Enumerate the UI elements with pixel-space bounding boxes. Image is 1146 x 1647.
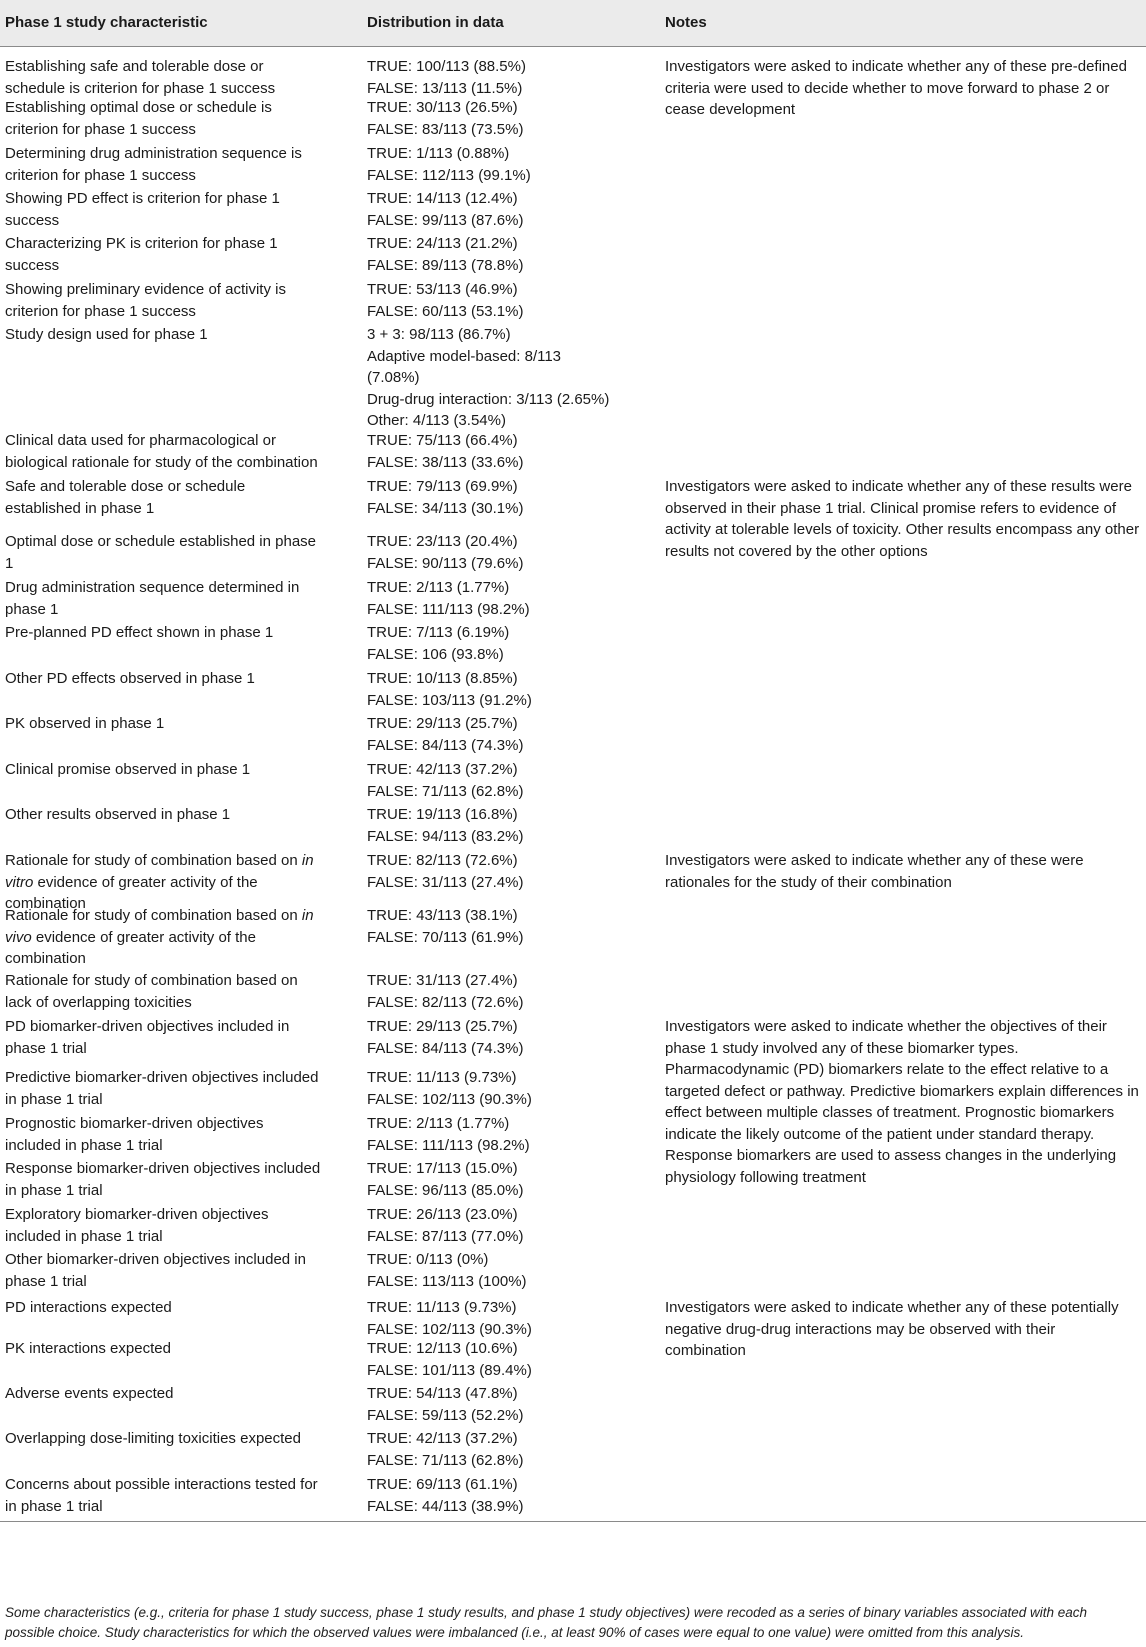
distribution-line: FALSE: 71/113 (62.8%) [367, 1451, 524, 1469]
distribution-line: TRUE: 11/113 (9.73%) [367, 1069, 517, 1086]
characteristic-cell [5, 1383, 350, 1405]
distribution-cell [367, 577, 652, 620]
notes-cell [665, 1016, 1143, 1188]
characteristic-line: lack of overlapping toxicities [5, 993, 192, 1011]
distribution-cell [367, 1474, 652, 1517]
distribution-line: TRUE: 43/113 (38.1%) [367, 907, 518, 924]
notes-line: criteria were used to decide whether to move forward to phase 2 or [665, 79, 1110, 97]
distribution-cell [367, 1158, 652, 1201]
distribution-line: TRUE: 23/113 (20.4%) [367, 533, 518, 550]
notes-line: effect between multiple classes of treatment. Prognostic biomarkers [665, 1104, 1115, 1121]
characteristic-line: combination [5, 895, 86, 912]
notes-line: targeted defect or pathway. Predictive biomarkers explain differences in [665, 1082, 1139, 1100]
notes-line: cease development [665, 101, 796, 118]
distribution-line: Drug-drug interaction: 3/113 (2.65%) [367, 390, 610, 408]
characteristic-line: in phase 1 trial [5, 1181, 103, 1199]
characteristic-line: Adverse events expected [5, 1385, 174, 1402]
characteristic-cell [5, 1249, 350, 1292]
characteristic-line: success [5, 256, 60, 274]
distribution-cell [367, 56, 652, 99]
distribution-cell [367, 233, 652, 276]
distribution-line: FALSE: 70/113 (61.9%) [367, 928, 524, 946]
characteristic-cell [5, 1113, 350, 1156]
characteristic-cell [5, 1204, 350, 1247]
characteristic-line: PK interactions expected [5, 1340, 171, 1357]
distribution-line: FALSE: 34/113 (30.1%) [367, 499, 524, 517]
characteristic-line: vivo evidence of greater activity of the [5, 928, 256, 946]
distribution-line: FALSE: 102/113 (90.3%) [367, 1090, 532, 1108]
distribution-line: FALSE: 111/113 (98.2%) [367, 1136, 530, 1154]
distribution-cell [367, 850, 652, 893]
footnote-line: Some characteristics (e.g., criteria for phase 1 study success, phase 1 study results, and phase 1 study objectives) were recoded as a series of binary variables associated with each [5, 1605, 1088, 1620]
characteristic-line: Other results observed in phase 1 [5, 806, 231, 823]
characteristic-cell [5, 759, 350, 781]
distribution-cell [367, 143, 652, 186]
distribution-cell [367, 1338, 652, 1381]
distribution-line: FALSE: 82/113 (72.6%) [367, 993, 524, 1011]
characteristic-cell [5, 56, 350, 99]
distribution-line: TRUE: 53/113 (46.9%) [367, 281, 518, 298]
header-characteristic: Phase 1 study characteristic [5, 14, 208, 31]
characteristic-cell [5, 279, 350, 322]
distribution-cell [367, 713, 652, 756]
notes-line: Investigators were asked to indicate whether any of these results were [665, 478, 1132, 495]
header-notes: Notes [665, 14, 707, 31]
distribution-line: FALSE: 87/113 (77.0%) [367, 1227, 524, 1245]
notes-line: Pharmacodynamic (PD) biomarkers relate to the effect relative to a [665, 1061, 1109, 1078]
distribution-line: TRUE: 7/113 (6.19%) [367, 624, 510, 641]
distribution-line: Other: 4/113 (3.54%) [367, 412, 506, 429]
characteristic-cell [5, 531, 350, 574]
characteristic-cell [5, 1297, 350, 1319]
characteristic-line: in phase 1 trial [5, 1497, 103, 1515]
characteristic-cell [5, 97, 350, 140]
distribution-line: TRUE: 24/113 (21.2%) [367, 235, 518, 252]
notes-line: combination [665, 1342, 746, 1359]
characteristic-line: phase 1 trial [5, 1272, 87, 1290]
distribution-line: TRUE: 0/113 (0%) [367, 1251, 489, 1268]
distribution-line: TRUE: 42/113 (37.2%) [367, 1430, 518, 1447]
notes-line: physiology following treatment [665, 1168, 866, 1186]
characteristic-line: Response biomarker-driven objectives included [5, 1160, 321, 1177]
distribution-line: TRUE: 11/113 (9.73%) [367, 1299, 517, 1316]
notes-line: phase 1 study involved any of these biomarker types. [665, 1039, 1019, 1057]
characteristic-line: biological rationale for study of the combination [5, 453, 318, 471]
distribution-line: FALSE: 94/113 (83.2%) [367, 827, 524, 845]
characteristic-line: criterion for phase 1 success [5, 302, 196, 320]
characteristic-line: in phase 1 trial [5, 1090, 103, 1108]
distribution-line: TRUE: 30/113 (26.5%) [367, 99, 518, 116]
characteristic-cell [5, 1016, 350, 1059]
characteristic-line: Safe and tolerable dose or schedule [5, 478, 246, 495]
distribution-cell [367, 1204, 652, 1247]
header-distribution: Distribution in data [367, 14, 504, 31]
distribution-line: FALSE: 89/113 (78.8%) [367, 256, 524, 274]
distribution-line: TRUE: 29/113 (25.7%) [367, 1018, 518, 1035]
characteristic-line: 1 [5, 554, 14, 572]
notes-line: Response biomarkers are used to assess changes in the underlying [665, 1147, 1117, 1164]
notes-line: Investigators were asked to indicate whether any of these were [665, 852, 1084, 869]
distribution-line: FALSE: 113/113 (100%) [367, 1272, 527, 1290]
distribution-line: TRUE: 12/113 (10.6%) [367, 1340, 518, 1357]
characteristic-line: phase 1 trial [5, 1039, 87, 1057]
distribution-line: TRUE: 75/113 (66.4%) [367, 432, 518, 449]
distribution-cell [367, 188, 652, 231]
distribution-line: FALSE: 84/113 (74.3%) [367, 736, 524, 754]
distribution-line: FALSE: 83/113 (73.5%) [367, 120, 524, 138]
distribution-line: TRUE: 100/113 (88.5%) [367, 58, 526, 75]
characteristic-cell [5, 1428, 350, 1450]
distribution-cell [367, 622, 652, 665]
distribution-line: TRUE: 2/113 (1.77%) [367, 579, 510, 596]
distribution-cell [367, 1067, 652, 1110]
characteristic-line: Rationale for study of combination based on [5, 972, 298, 989]
distribution-line: FALSE: 102/113 (90.3%) [367, 1320, 532, 1338]
distribution-line: TRUE: 42/113 (37.2%) [367, 761, 518, 778]
distribution-line: TRUE: 79/113 (69.9%) [367, 478, 518, 495]
characteristic-line: success [5, 211, 60, 229]
distribution-line: TRUE: 69/113 (61.1%) [367, 1476, 518, 1493]
distribution-cell [367, 279, 652, 322]
distribution-cell [367, 905, 652, 948]
characteristic-cell [5, 713, 350, 735]
distribution-cell [367, 1428, 652, 1471]
characteristic-line: combination [5, 950, 86, 967]
distribution-cell [367, 1016, 652, 1059]
characteristic-cell [5, 622, 350, 644]
distribution-line: FALSE: 103/113 (91.2%) [367, 691, 532, 709]
characteristic-cell [5, 1338, 350, 1360]
notes-cell [665, 850, 1143, 893]
distribution-cell [367, 324, 652, 432]
notes-line: rationales for the study of their combination [665, 873, 952, 891]
distribution-line: Adaptive model-based: 8/113 [367, 347, 562, 365]
distribution-line: FALSE: 111/113 (98.2%) [367, 600, 530, 618]
notes-line: Investigators were asked to indicate whether any of these pre-defined [665, 58, 1127, 75]
distribution-line: FALSE: 84/113 (74.3%) [367, 1039, 524, 1057]
italic-word: in [301, 907, 314, 924]
characteristic-cell [5, 668, 350, 690]
distribution-cell [367, 97, 652, 140]
characteristic-line: Clinical data used for pharmacological or [5, 432, 276, 449]
distribution-cell [367, 1113, 652, 1156]
characteristic-cell [5, 324, 350, 346]
characteristic-cell [5, 804, 350, 826]
distribution-cell [367, 970, 652, 1013]
italic-word: in [301, 852, 314, 869]
distribution-line: TRUE: 10/113 (8.85%) [367, 670, 518, 687]
distribution-line: TRUE: 2/113 (1.77%) [367, 1115, 510, 1132]
distribution-line: FALSE: 71/113 (62.8%) [367, 782, 524, 800]
characteristic-line: PD interactions expected [5, 1299, 172, 1316]
characteristic-cell [5, 1474, 350, 1517]
table-bottom-rule [0, 1521, 1146, 1522]
characteristic-cell [5, 905, 350, 970]
characteristic-line: criterion for phase 1 success [5, 166, 196, 184]
distribution-line: TRUE: 19/113 (16.8%) [367, 806, 518, 823]
characteristic-line: vitro evidence of greater activity of the [5, 873, 258, 891]
characteristic-line: Study design used for phase 1 [5, 326, 208, 343]
characteristic-line: Establishing safe and tolerable dose or [5, 58, 264, 75]
distribution-line: TRUE: 31/113 (27.4%) [367, 972, 518, 989]
characteristic-line: Characterizing PK is criterion for phase 1 [5, 235, 278, 252]
distribution-cell [367, 1383, 652, 1426]
notes-cell [665, 476, 1143, 562]
distribution-cell [367, 430, 652, 473]
distribution-line: FALSE: 59/113 (52.2%) [367, 1406, 524, 1424]
distribution-cell [367, 1297, 652, 1340]
distribution-line: FALSE: 101/113 (89.4%) [367, 1361, 532, 1379]
characteristic-line: Concerns about possible interactions tested for [5, 1476, 318, 1493]
footnote-line: possible choice. Study characteristics for which the observed values were imbalanced (i.e., at least 90% of cases were equal to one value) were omitted from this analysis. [5, 1625, 1024, 1640]
characteristic-line: criterion for phase 1 success [5, 120, 196, 138]
distribution-cell [367, 668, 652, 711]
distribution-line: TRUE: 17/113 (15.0%) [367, 1160, 518, 1177]
distribution-line: FALSE: 96/113 (85.0%) [367, 1181, 524, 1199]
characteristic-line: schedule is criterion for phase 1 success [5, 79, 276, 97]
table-footnote [5, 1603, 1143, 1643]
characteristic-cell [5, 970, 350, 1013]
distribution-line: (7.08%) [367, 369, 420, 386]
distribution-line: FALSE: 60/113 (53.1%) [367, 302, 524, 320]
notes-line: activity at tolerable levels of toxicity. Other results encompass any other [665, 521, 1140, 538]
characteristic-cell [5, 430, 350, 473]
distribution-line: FALSE: 31/113 (27.4%) [367, 873, 524, 891]
distribution-line: FALSE: 112/113 (99.1%) [367, 166, 531, 184]
characteristic-line: Other PD effects observed in phase 1 [5, 670, 255, 687]
characteristic-line: Determining drug administration sequence is [5, 145, 302, 162]
notes-line: observed in their phase 1 trial. Clinical promise refers to evidence of [665, 499, 1117, 517]
characteristic-line: Showing PD effect is criterion for phase 1 [5, 190, 280, 207]
characteristic-line: Optimal dose or schedule established in phase [5, 533, 317, 550]
characteristic-line: Drug administration sequence determined in [5, 579, 300, 596]
distribution-cell [367, 759, 652, 802]
notes-line: Investigators were asked to indicate whether any of these potentially [665, 1299, 1119, 1316]
characteristic-cell [5, 1067, 350, 1110]
italic-word: vitro [5, 873, 34, 891]
characteristic-line: Rationale for study of combination based on in [5, 852, 314, 869]
characteristic-line: included in phase 1 trial [5, 1227, 163, 1245]
characteristic-line: Predictive biomarker-driven objectives included [5, 1069, 319, 1086]
notes-cell [665, 1297, 1143, 1362]
notes-line: negative drug-drug interactions may be observed with their [665, 1320, 1056, 1338]
characteristic-line: phase 1 [5, 600, 59, 618]
distribution-line: TRUE: 26/113 (23.0%) [367, 1206, 518, 1223]
header-rule [0, 46, 1146, 47]
notes-line: indicate the likely outcome of the patient under standard therapy. [665, 1125, 1095, 1143]
notes-line: Investigators were asked to indicate whether the objectives of their [665, 1018, 1107, 1035]
characteristic-line: PK observed in phase 1 [5, 715, 165, 732]
distribution-cell [367, 476, 652, 519]
distribution-line: TRUE: 29/113 (25.7%) [367, 715, 518, 732]
characteristic-line: Exploratory biomarker-driven objectives [5, 1206, 269, 1223]
characteristic-line: established in phase 1 [5, 499, 155, 517]
characteristic-line: Prognostic biomarker-driven objectives [5, 1115, 264, 1132]
distribution-cell [367, 804, 652, 847]
distribution-line: FALSE: 13/113 (11.5%) [367, 79, 523, 97]
distribution-line: FALSE: 106 (93.8%) [367, 645, 504, 663]
distribution-line: TRUE: 82/113 (72.6%) [367, 852, 518, 869]
italic-word: vivo [5, 928, 32, 946]
characteristic-line: Showing preliminary evidence of activity is [5, 281, 286, 298]
distribution-line: TRUE: 14/113 (12.4%) [367, 190, 518, 207]
characteristic-cell [5, 188, 350, 231]
distribution-line: FALSE: 38/113 (33.6%) [367, 453, 524, 471]
distribution-line: TRUE: 54/113 (47.8%) [367, 1385, 518, 1402]
characteristic-cell [5, 476, 350, 519]
characteristic-line: Pre-planned PD effect shown in phase 1 [5, 624, 274, 641]
characteristic-line: included in phase 1 trial [5, 1136, 163, 1154]
characteristic-line: Establishing optimal dose or schedule is [5, 99, 272, 116]
distribution-cell [367, 1249, 652, 1292]
table-header [0, 0, 1146, 46]
characteristic-line: Other biomarker-driven objectives included in [5, 1251, 306, 1268]
notes-line: results not covered by the other options [665, 542, 928, 560]
distribution-line: FALSE: 99/113 (87.6%) [367, 211, 524, 229]
distribution-line: FALSE: 90/113 (79.6%) [367, 554, 524, 572]
distribution-line: TRUE: 1/113 (0.88%) [367, 145, 510, 162]
characteristic-line: Overlapping dose-limiting toxicities expected [5, 1430, 301, 1447]
distribution-cell [367, 531, 652, 574]
characteristic-cell [5, 1158, 350, 1201]
distribution-line: 3 + 3: 98/113 (86.7%) [367, 326, 511, 343]
notes-cell [665, 56, 1143, 121]
characteristic-line: Clinical promise observed in phase 1 [5, 761, 251, 778]
characteristic-line: PD biomarker-driven objectives included in [5, 1018, 290, 1035]
characteristic-cell [5, 233, 350, 276]
characteristic-cell [5, 577, 350, 620]
characteristic-line: Rationale for study of combination based on in [5, 907, 314, 924]
distribution-line: FALSE: 44/113 (38.9%) [367, 1497, 524, 1515]
characteristic-cell [5, 143, 350, 186]
